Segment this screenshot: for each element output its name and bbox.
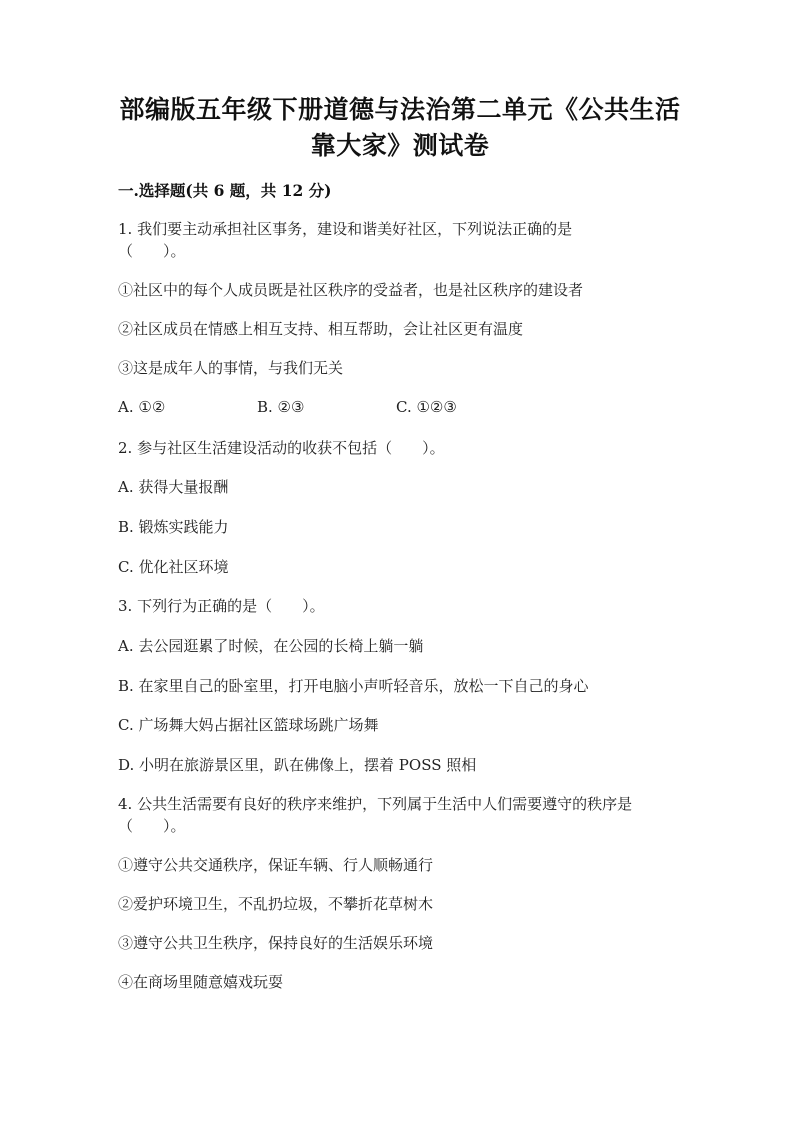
section-heading: 一.选择题(共 6 题，共 12 分)	[118, 181, 332, 200]
question-2-option-a: A. 获得大量报酬	[118, 478, 229, 496]
question-3-option-c: C. 广场舞大妈占据社区篮球场跳广场舞	[118, 716, 379, 734]
question-1-option-a: A. ①②	[118, 398, 166, 416]
title-line-1: 部编版五年级下册道德与法治第二单元《公共生活	[119, 95, 681, 124]
question-4-statement: ③遵守公共卫生秩序，保持良好的生活娱乐环境	[118, 934, 434, 952]
question-4-stem-cont: （ ）。	[118, 817, 186, 835]
question-3-option-d: D. 小明在旅游景区里，趴在佛像上，摆着 POSS 照相	[118, 756, 477, 774]
question-1-option-b: B. ②③	[257, 398, 305, 416]
question-1-statement: ③这是成年人的事情，与我们无关	[118, 359, 344, 377]
question-2-stem: 2. 参与社区生活建设活动的收获不包括（ ）。	[118, 439, 445, 457]
question-2-option-c: C. 优化社区环境	[118, 558, 229, 576]
question-2-option-b: B. 锻炼实践能力	[118, 518, 229, 536]
question-4-statement: ④在商场里随意嬉戏玩耍	[118, 973, 284, 991]
question-1-stem: 1. 我们要主动承担社区事务，建设和谐美好社区，下列说法正确的是	[118, 220, 573, 238]
question-3-stem: 3. 下列行为正确的是（ ）。	[118, 597, 325, 615]
question-3-option-b: B. 在家里自己的卧室里，打开电脑小声听轻音乐，放松一下自己的身心	[118, 677, 589, 695]
question-4-statement: ②爱护环境卫生，不乱扔垃圾，不攀折花草树木	[118, 895, 434, 913]
question-1-stem-cont: （ ）。	[118, 242, 186, 260]
document-title	[100, 92, 700, 164]
question-4-stem: 4. 公共生活需要有良好的秩序来维护，下列属于生活中人们需要遵守的秩序是	[118, 795, 633, 813]
question-1-statement: ②社区成员在情感上相互支持、相互帮助，会让社区更有温度	[118, 320, 524, 338]
title-line-2: 靠大家》测试卷	[310, 131, 490, 160]
question-4-statement: ①遵守公共交通秩序，保证车辆、行人顺畅通行	[118, 856, 434, 874]
question-1-option-c: C. ①②③	[396, 398, 457, 416]
question-1-statement: ①社区中的每个人成员既是社区秩序的受益者，也是社区秩序的建设者	[118, 281, 584, 299]
question-3-option-a: A. 去公园逛累了时候，在公园的长椅上躺一躺	[118, 637, 424, 655]
